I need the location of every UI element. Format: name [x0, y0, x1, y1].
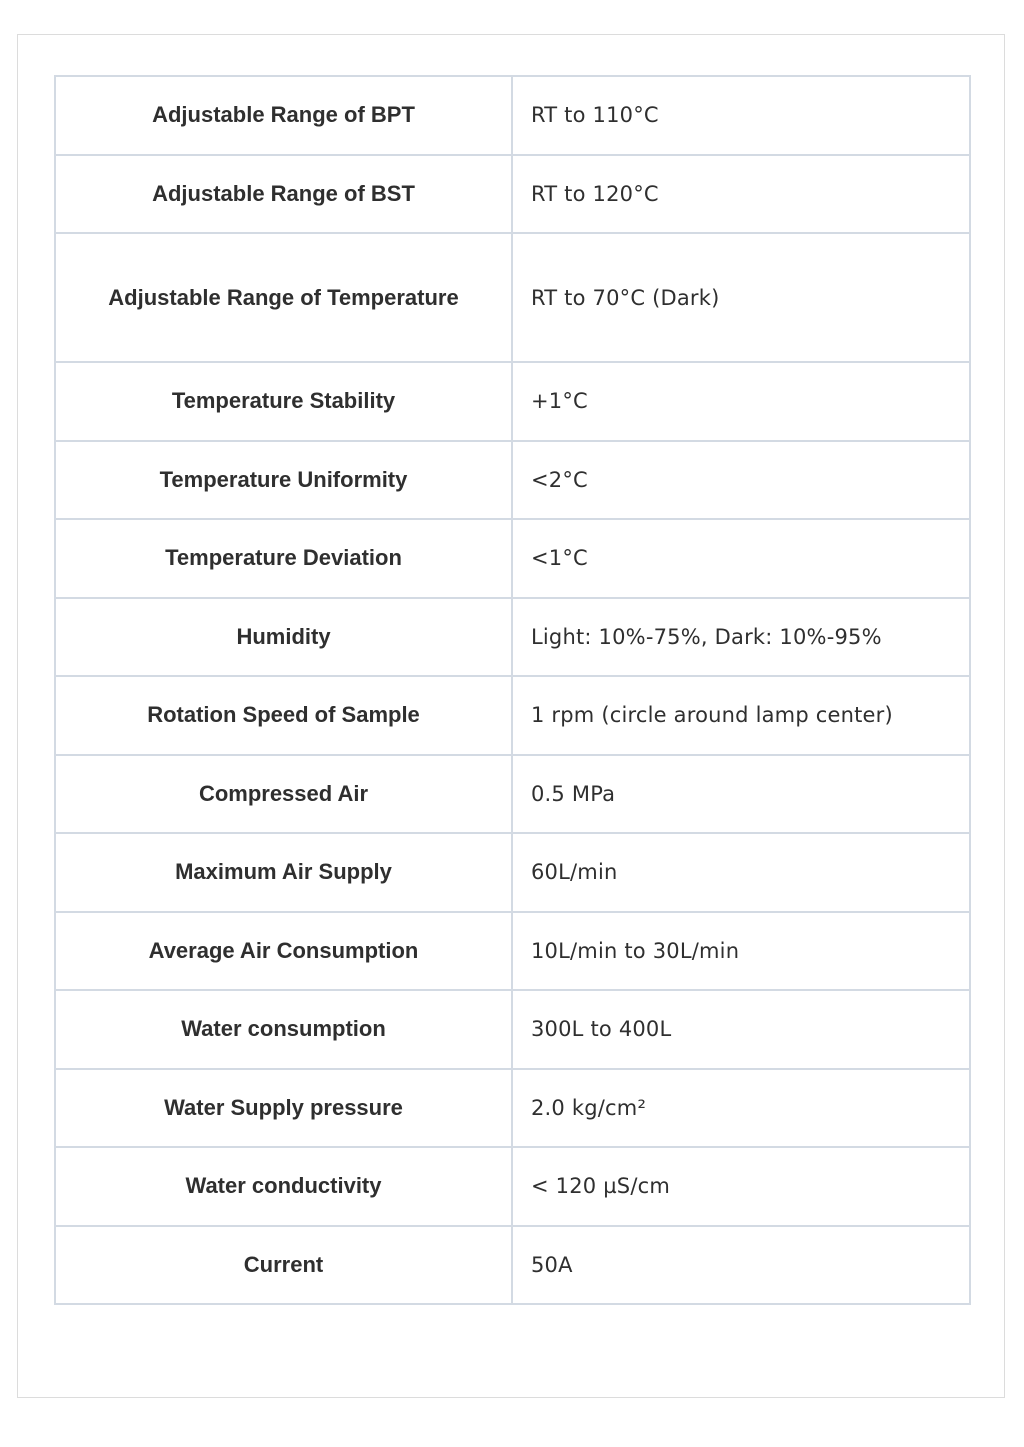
spec-label: Current: [55, 1226, 512, 1305]
spec-label: Water Supply pressure: [55, 1069, 512, 1148]
spec-value: RT to 110°C: [512, 76, 970, 155]
spec-label: Maximum Air Supply: [55, 833, 512, 912]
spec-value: <2°C: [512, 441, 970, 520]
table-row: [55, 912, 970, 991]
table-row: [55, 519, 970, 598]
table-row: [55, 833, 970, 912]
specifications-table: [54, 75, 971, 1305]
spec-label: Rotation Speed of Sample: [55, 676, 512, 755]
spec-value: +1°C: [512, 362, 970, 441]
spec-value: <1°C: [512, 519, 970, 598]
spec-label: Temperature Uniformity: [55, 441, 512, 520]
table-row: [55, 155, 970, 234]
spec-label: Adjustable Range of BST: [55, 155, 512, 234]
table-row: [55, 362, 970, 441]
spec-value: 60L/min: [512, 833, 970, 912]
spec-value: 300L to 400L: [512, 990, 970, 1069]
spec-value: Light: 10%-75%, Dark: 10%-95%: [512, 598, 970, 677]
table-row: [55, 676, 970, 755]
table-row: [55, 990, 970, 1069]
spec-value: RT to 120°C: [512, 155, 970, 234]
spec-value: < 120 µS/cm: [512, 1147, 970, 1226]
spec-label: Temperature Deviation: [55, 519, 512, 598]
spec-label: Water conductivity: [55, 1147, 512, 1226]
spec-value: 10L/min to 30L/min: [512, 912, 970, 991]
spec-label: Average Air Consumption: [55, 912, 512, 991]
table-row: [55, 1226, 970, 1305]
table-row: [55, 1147, 970, 1226]
table-row: [55, 233, 970, 362]
spec-label: Temperature Stability: [55, 362, 512, 441]
spec-label: Adjustable Range of Temperature: [55, 233, 512, 362]
table-row: [55, 441, 970, 520]
spec-value: 50A: [512, 1226, 970, 1305]
table-row: [55, 76, 970, 155]
spec-label: Humidity: [55, 598, 512, 677]
spec-label: Water consumption: [55, 990, 512, 1069]
spec-label: Adjustable Range of BPT: [55, 76, 512, 155]
spec-value: 1 rpm (circle around lamp center): [512, 676, 970, 755]
spec-value: 0.5 MPa: [512, 755, 970, 834]
spec-value: 2.0 kg/cm²: [512, 1069, 970, 1148]
spec-value: RT to 70°C (Dark): [512, 233, 970, 362]
table-row: [55, 755, 970, 834]
spec-label: Compressed Air: [55, 755, 512, 834]
table-row: [55, 598, 970, 677]
table-row: [55, 1069, 970, 1148]
